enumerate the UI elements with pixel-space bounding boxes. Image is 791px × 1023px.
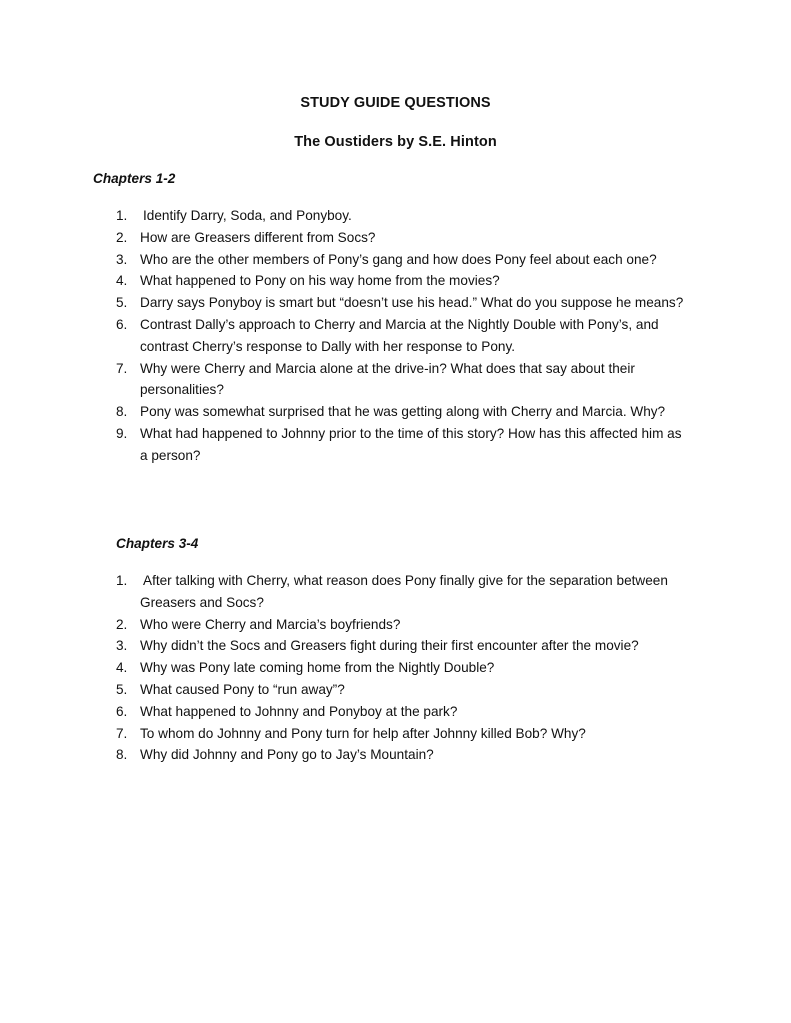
question-number: 9. (116, 425, 128, 441)
question-number: 4. (116, 660, 128, 676)
question-text: Why didn’t the Socs and Greasers fight during their first encounter after the movie? (140, 638, 639, 654)
question-text: Why was Pony late coming home from the Nightly Double? (140, 660, 495, 676)
question-number: 3. (116, 251, 128, 267)
question-item (116, 249, 691, 271)
question-item (116, 270, 691, 292)
question-item (116, 227, 691, 249)
question-number: 8. (116, 747, 128, 763)
question-number: 7. (116, 360, 128, 376)
question-text: Darry says Ponyboy is smart but “doesn’t use his head.” What do you suppose he means? (140, 295, 684, 311)
question-text: What had happened to Johnny prior to the time of this story? How has this affected him as a person? (140, 425, 682, 463)
question-item (116, 635, 691, 657)
question-item (116, 292, 691, 314)
question-number: 5. (116, 681, 128, 697)
question-item (116, 358, 691, 402)
question-item (116, 423, 691, 467)
question-item (116, 744, 691, 766)
question-number: 2. (116, 616, 128, 632)
section-heading-chapters-3-4: Chapters 3-4 (116, 536, 199, 551)
question-number: 5. (116, 295, 128, 311)
question-item (116, 401, 691, 423)
question-text: Identify Darry, Soda, and Ponyboy. (143, 208, 352, 223)
question-text: Why did Johnny and Pony go to Jay’s Mountain? (140, 747, 434, 763)
section-heading-chapters-1-2: Chapters 1-2 (93, 171, 176, 186)
question-number: 3. (116, 638, 128, 654)
question-list-chapters-3-4 (116, 570, 691, 766)
question-text: Who are the other members of Pony’s gang and how does Pony feel about each one? (140, 251, 657, 267)
question-number: 1. (116, 573, 128, 588)
question-number: 1. (116, 208, 128, 223)
question-text: What caused Pony to “run away”? (140, 681, 345, 697)
question-text: Pony was somewhat surprised that he was getting along with Cherry and Marcia. Why? (140, 404, 666, 420)
question-number: 7. (116, 725, 128, 741)
question-item (116, 701, 691, 723)
document-title: STUDY GUIDE QUESTIONS (300, 95, 491, 111)
question-number: 6. (116, 703, 128, 719)
question-number: 2. (116, 229, 128, 245)
question-item (116, 723, 691, 745)
question-text: What happened to Johnny and Ponyboy at the park? (140, 703, 458, 719)
question-item (116, 314, 691, 358)
question-text: Contrast Dally’s approach to Cherry and Marcia at the Nightly Double with Pony’s, and contrast Cherry’s response to Dally with her response to Pony. (140, 316, 659, 354)
question-text: Why were Cherry and Marcia alone at the drive-in? What does that say about their personalities? (140, 360, 635, 398)
question-number: 8. (116, 404, 128, 420)
question-item (116, 657, 691, 679)
question-item (116, 679, 691, 701)
question-number: 6. (116, 316, 128, 332)
question-text: To whom do Johnny and Pony turn for help after Johnny killed Bob? Why? (140, 725, 586, 741)
question-text: How are Greasers different from Socs? (140, 229, 376, 245)
question-list-chapters-1-2 (116, 205, 691, 467)
document-subtitle: The Oustiders by S.E. Hinton (294, 134, 497, 150)
question-item (116, 205, 691, 227)
question-text: What happened to Pony on his way home from the movies? (140, 273, 500, 289)
question-text: After talking with Cherry, what reason does Pony finally give for the separation between Greasers and Socs? (140, 573, 668, 610)
question-text: Who were Cherry and Marcia’s boyfriends? (140, 616, 401, 632)
question-item (116, 614, 691, 636)
question-number: 4. (116, 273, 128, 289)
question-item (116, 570, 691, 614)
